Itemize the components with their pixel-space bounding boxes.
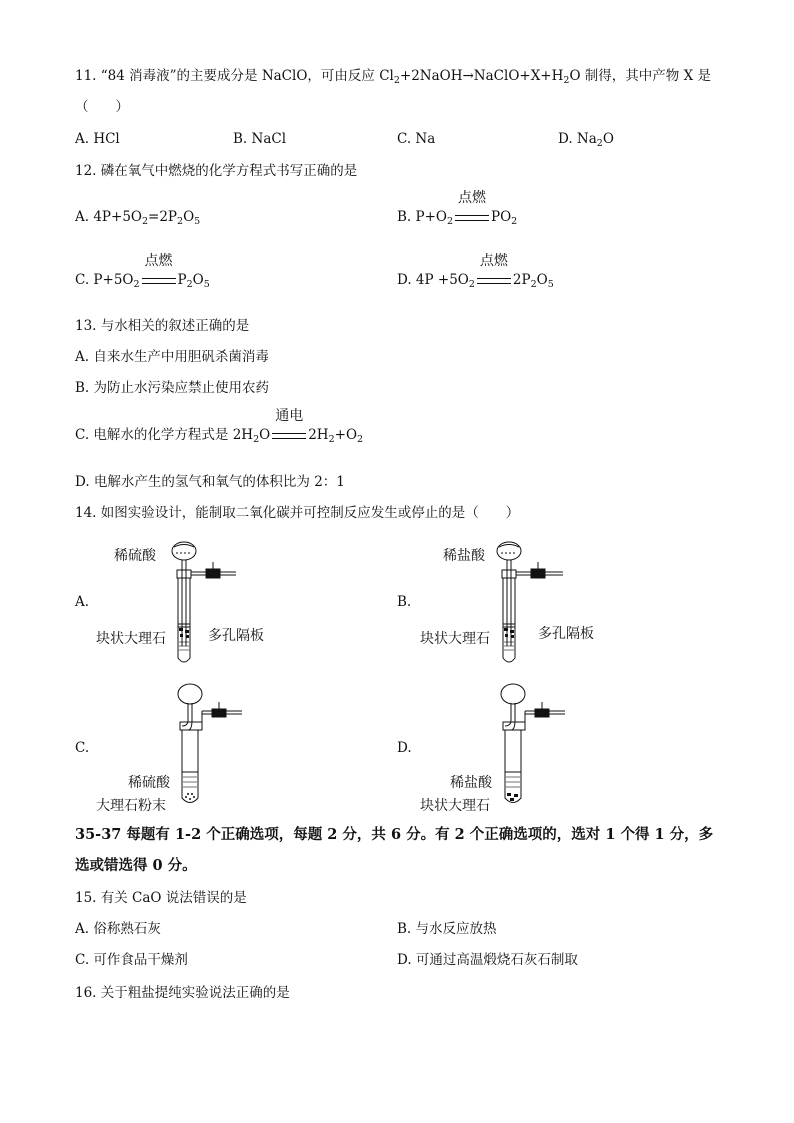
q11-paren: （ ）	[75, 99, 129, 115]
q14-d-solid-label: 块状大理石	[420, 798, 490, 814]
section-instructions-line1: 35-37 每题有 1-2 个正确选项，每题 2 分，共 6 分。有 2 个正确选项的，选对 1 个得 1 分，多	[75, 826, 714, 843]
reaction-condition: 点燃	[475, 271, 513, 289]
q12-option-c: C. $P+5O_2$ 点燃 $P_2O_5$	[75, 253, 210, 290]
q15-stem: 15. 有关 CaO 说法错误的是	[75, 890, 247, 906]
q14-option-d-letter: D.	[397, 740, 412, 756]
section-instructions-line2: 选或错选得 0 分。	[75, 857, 197, 874]
q11-stem: 11. “84 消毒液”的主要成分是 NaClO，可由反应 $Cl_2+2NaOH\to NaClO+X+H_2O$ 制得，其中产物 X 是	[75, 68, 711, 86]
q14-stem: 14. 如图实验设计，能制取二氧化碳并可控制反应发生或停止的是（ ）	[75, 505, 520, 521]
apparatus-b-diagram	[485, 536, 571, 666]
q12-stem: 12. 磷在氧气中燃烧的化学方程式书写正确的是	[75, 163, 358, 179]
q14-a-plate-label: 多孔隔板	[208, 628, 264, 644]
apparatus-a-diagram	[160, 536, 246, 666]
q14-a-acid-label: 稀硫酸	[114, 548, 156, 564]
q13-option-a: A. 自来水生产中用胆矾杀菌消毒	[75, 349, 269, 365]
q14-d-acid-label: 稀盐酸	[450, 775, 492, 791]
q13-option-d: D. 电解水产生的氢气和氧气的体积比为 2：1	[75, 474, 345, 490]
q12-option-b: B. $P+O_2$ 点燃 $PO_2$	[397, 190, 518, 227]
reaction-condition: 点燃	[140, 271, 178, 289]
q13-stem: 13. 与水相关的叙述正确的是	[75, 318, 250, 334]
q14-b-plate-label: 多孔隔板	[538, 626, 594, 642]
q11-option-a: A. HCl	[75, 131, 120, 147]
q15-option-b: B. 与水反应放热	[397, 921, 497, 937]
q14-b-acid-label: 稀盐酸	[443, 548, 485, 564]
q11-option-d: D. $Na_2O$	[558, 131, 614, 149]
q13-option-c: C. 电解水的化学方程式是 $2H_2O$ 通电 $2H_2+O_2$	[75, 408, 364, 445]
q13-option-b: B. 为防止水污染应禁止使用农药	[75, 380, 270, 396]
q15-option-a: A. 俗称熟石灰	[75, 921, 161, 937]
apparatus-d-diagram	[493, 680, 573, 810]
q14-option-b-letter: B.	[397, 594, 412, 610]
q15-option-d: D. 可通过高温煅烧石灰石制取	[397, 952, 578, 968]
q14-a-solid-label: 块状大理石	[96, 631, 166, 647]
q12-option-a: A. $4P+5O_2=2P_2O_5$	[75, 209, 201, 227]
reaction-condition: 点燃	[453, 208, 491, 226]
q11-option-b: B. NaCl	[233, 131, 287, 147]
q15-option-c: C. 可作食品干燥剂	[75, 952, 188, 968]
q14-c-solid-label: 大理石粉末	[96, 798, 166, 814]
q14-c-acid-label: 稀硫酸	[128, 775, 170, 791]
q16-stem: 16. 关于粗盐提纯实验说法正确的是	[75, 985, 290, 1001]
q12-option-d: D. $4P +5O_2$ 点燃 $2P_2O_5$	[397, 253, 554, 290]
q14-option-c-letter: C.	[75, 740, 90, 756]
apparatus-c-diagram	[170, 680, 250, 810]
q14-b-solid-label: 块状大理石	[420, 631, 490, 647]
reaction-condition: 通电	[270, 426, 308, 444]
q14-option-a-letter: A.	[75, 594, 90, 610]
q11-option-c: C. Na	[397, 131, 436, 147]
